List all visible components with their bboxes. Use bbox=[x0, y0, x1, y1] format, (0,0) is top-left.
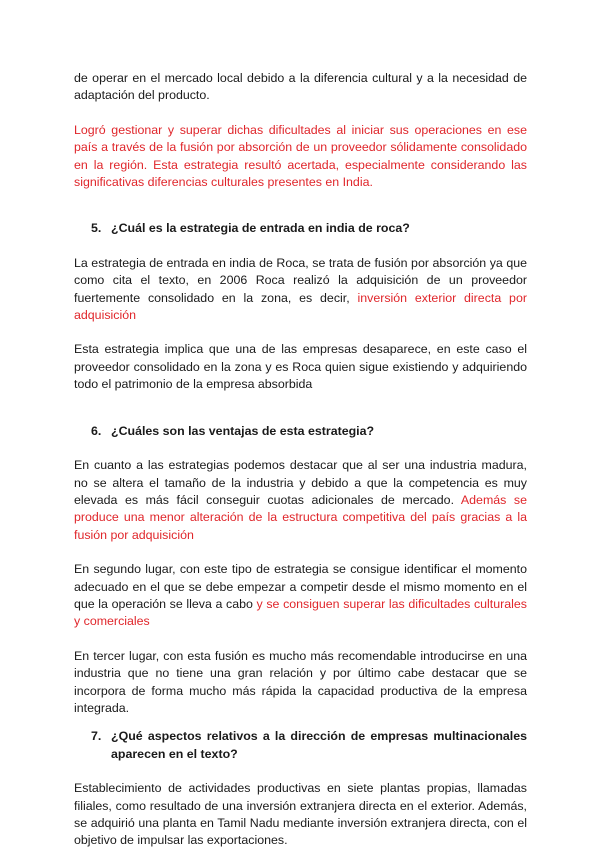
answer-6-text-1: En cuanto a las estrategias podemos destacar que al ser una industria madura, no se altera el tamaño de la industria y debido a que la competencia es muy elevada es más fácil conseguir cuotas adicionales de mercado. bbox=[74, 458, 527, 507]
answer-6-highlight-1: Además se produce una menor alteración de la estructura competitiva del país gracias a la fusión por adquisición bbox=[74, 492, 528, 542]
answer-5-paragraph-2: Esta estrategia implica que una de las empresas desaparece, en este caso el proveedor consolidado en la zona y es Roca quien sigue existiendo y adquiriendo todo el patrimonio de la empresa absorbida bbox=[74, 342, 527, 392]
answer-6-text-2: En segundo lugar, con este tipo de estrategia se consigue identificar el momento adecuado en el que se debe empezar a competir desde el mismo momento en el que la operación se lleva a cabo bbox=[74, 562, 527, 611]
answer-7-paragraph-1: Establecimiento de actividades productivas en siete plantas propias, llamadas filiales, como resultado de una inversión extranjera directa en el exterior. Además, se adquirió una planta en Tamil Nadu mediante inversión extranjera directa, con el objetivo de impulsar las exportaciones. bbox=[74, 781, 527, 848]
answer-6-paragraph-2 bbox=[74, 561, 527, 631]
answer-5-text: La estrategia de entrada en india de Roca, se trata de fusión por absorción ya que como cita el texto, en 2006 Roca realizó la adquisición de un proveedor fuertemente consolidado en la zona, es decir, bbox=[74, 255, 527, 305]
question-6-title: ¿Cuáles son las ventajas de esta estrategia? bbox=[111, 423, 375, 438]
question-7-title: ¿Qué aspectos relativos a la dirección de empresas multinacionales aparecen en el texto? bbox=[111, 729, 527, 761]
paragraph-intro-continuation: de operar en el mercado local debido a la diferencia cultural y a la necesidad de adaptación del producto. bbox=[74, 71, 527, 103]
paragraph-red-highlight: Logró gestionar y superar dichas dificultades al iniciar sus operaciones en ese país a través de la fusión por absorción de un proveedor sólidamente consolidado en la región. Esta estrategia resultó acertada, especialmente considerando las significativas diferencias culturales presentes en India. bbox=[74, 122, 527, 190]
answer-5-paragraph-1 bbox=[74, 255, 527, 325]
question-5-title: ¿Cuál es la estrategia de entrada en india de roca? bbox=[111, 221, 410, 236]
question-6-number: 6. bbox=[91, 423, 102, 438]
question-5-number: 5. bbox=[91, 221, 102, 236]
answer-6-highlight-2: y se consiguen superar las dificultades culturales y comerciales bbox=[74, 596, 527, 629]
question-7-heading bbox=[74, 728, 527, 763]
question-5-heading bbox=[74, 220, 527, 237]
answer-6-paragraph-1 bbox=[74, 457, 527, 544]
question-7-number: 7. bbox=[91, 729, 102, 744]
answer-6-paragraph-3: En tercer lugar, con esta fusión es mucho más recomendable introducirse en una industria que no tiene una gran relación y por último cabe destacar que se incorpora de forma mucho más rápida la capacidad productiva de la empresa integrada. bbox=[74, 648, 527, 715]
answer-5-highlight: inversión exterior directa por adquisición bbox=[74, 290, 527, 323]
question-6-heading bbox=[74, 423, 527, 440]
